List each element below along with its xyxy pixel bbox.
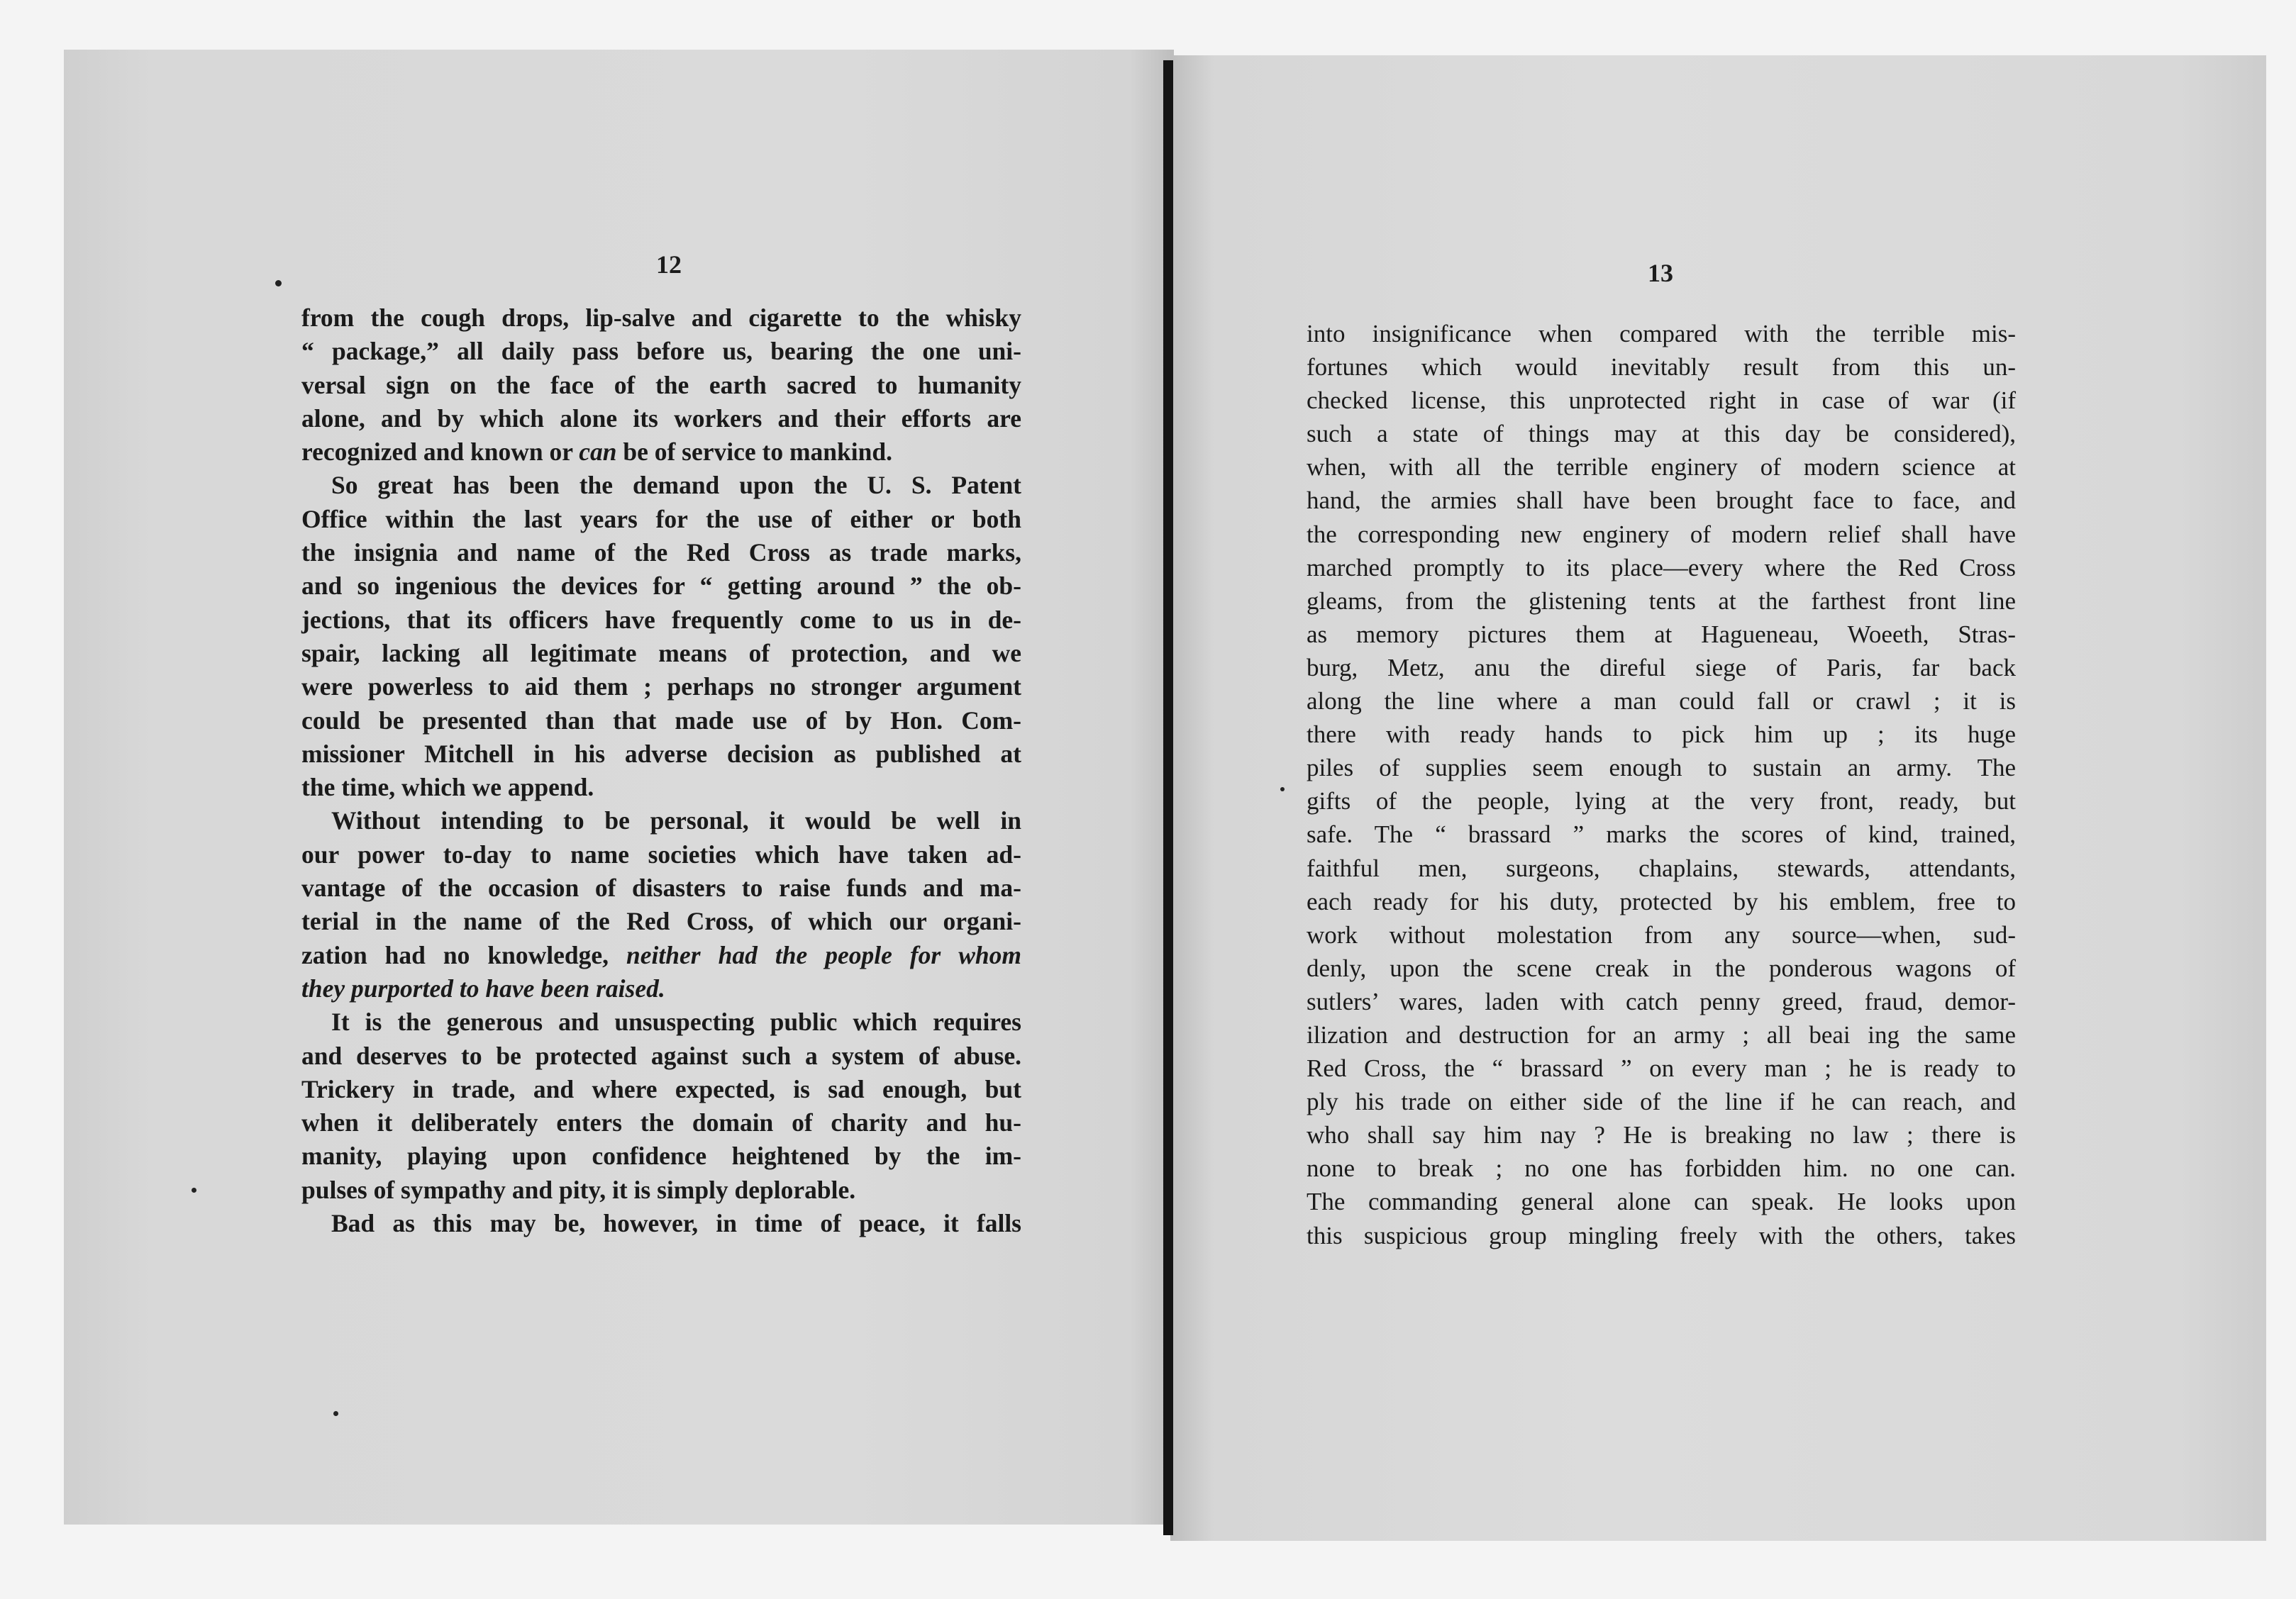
text-line: The commanding general alone can speak. He looks upon	[1307, 1188, 2016, 1216]
text-line: as memory pictures them at Hagueneau, Woeeth, Stras-	[1307, 620, 2016, 648]
text-line: Without intending to be personal, it would be well in	[331, 806, 1021, 835]
text-line: when it deliberately enters the domain of charity and hu-	[301, 1108, 1021, 1137]
text-line: hand, the armies shall have been brought face to face, and	[1307, 486, 2016, 515]
text-line: from the cough drops, lip-salve and cigarette to the whisky	[301, 303, 1021, 332]
text-line: who shall say him nay ? He is breaking no law ; there is	[1307, 1121, 2016, 1149]
text-line: denly, upon the scene creak in the ponderous wagons of	[1307, 954, 2016, 982]
text-line: Office within the last years for the use of either or both	[301, 504, 1021, 533]
print-speck	[1280, 787, 1285, 791]
text-line: were powerless to aid them ; perhaps no stronger argument	[301, 672, 1021, 701]
text-line	[301, 972, 1021, 1005]
text-line: Bad as this may be, however, in time of peace, it falls	[331, 1209, 1021, 1238]
text-line: missioner Mitchell in his adverse decision as published at	[301, 739, 1021, 768]
text-line: marched promptly to its place—every where the Red Cross	[1307, 553, 2016, 581]
text-line: gleams, from the glistening tents at the farthest front line	[1307, 586, 2016, 615]
text-line: piles of supplies seem enough to sustain an army. The	[1307, 754, 2016, 782]
text-line	[301, 939, 1021, 972]
text-line: spair, lacking all legitimate means of protection, and we	[301, 638, 1021, 667]
italic-text-fragment: neither had the people for whom	[626, 940, 1021, 969]
text-line: pulses of sympathy and pity, it is simply deplorable.	[301, 1175, 856, 1204]
text-line: sutlers’ wares, laden with catch penny greed, fraud, demor-	[1307, 987, 2016, 1015]
text-line: checked license, this unprotected right in case of war (if	[1307, 386, 2016, 415]
left-page-text	[301, 301, 1021, 1240]
text-line: jections, that its officers have frequently come to us in de-	[301, 605, 1021, 634]
text-line: and so ingenious the devices for “ getting around ” the ob-	[301, 572, 1021, 601]
text-line: there with ready hands to pick him up ; its huge	[1307, 720, 2016, 749]
text-line: ply his trade on either side of the line if he can reach, and	[1307, 1088, 2016, 1116]
text-line: the corresponding new enginery of modern relief shall have	[1307, 520, 2016, 548]
print-speck	[275, 280, 282, 286]
text-line: gifts of the people, lying at the very front, ready, but	[1307, 787, 2016, 815]
text-line: It is the generous and unsuspecting public which requires	[331, 1008, 1021, 1037]
text-line: fortunes which would inevitably result from this un-	[1307, 353, 2016, 381]
text-line: burg, Metz, anu the direful siege of Paris, far back	[1307, 653, 2016, 681]
text-line: along the line where a man could fall or crawl ; it is	[1307, 687, 2016, 715]
text-line: alone, and by which alone its workers and their efforts are	[301, 403, 1021, 433]
text-line: and deserves to be protected against such a system of abuse.	[301, 1041, 1021, 1070]
text-line: when, with all the terrible enginery of modern science at	[1307, 453, 2016, 481]
text-line: terial in the name of the Red Cross, of which our organi-	[301, 907, 1021, 936]
text-line: this suspicious group mingling freely with the others, takes	[1307, 1221, 2016, 1249]
text-line: manity, playing upon confidence heightened by the im-	[301, 1142, 1021, 1171]
text-fragment: zation had no knowledge,	[301, 940, 627, 969]
text-fragment: recognized and known or	[301, 438, 579, 467]
text-line: So great has been the demand upon the U. S. Patent	[331, 471, 1021, 500]
text-line: ilization and destruction for an army ; all beai ing the same	[1307, 1020, 2016, 1049]
right-page-number: 13	[1648, 259, 1673, 287]
text-line: none to break ; no one has forbidden him. no one can.	[1307, 1154, 2016, 1183]
book-gutter	[1163, 60, 1173, 1535]
text-line: the time, which we append.	[301, 773, 594, 802]
text-line: “ package,” all daily pass before us, bearing the one uni-	[301, 337, 1021, 366]
print-speck	[192, 1188, 196, 1193]
text-line: Red Cross, the “ brassard ” on every man ; he is ready to	[1307, 1054, 2016, 1083]
italic-text-fragment: can	[579, 438, 617, 467]
text-line: safe. The “ brassard ” marks the scores of kind, trained,	[1307, 820, 2016, 849]
text-line	[301, 435, 1021, 469]
text-line: the insignia and name of the Red Cross as trade marks,	[301, 538, 1021, 567]
text-line: Trickery in trade, and where expected, is sad enough, but	[301, 1074, 1021, 1103]
text-line: versal sign on the face of the earth sacred to humanity	[301, 370, 1021, 399]
text-line: faithful men, surgeons, chaplains, stewards, attendants,	[1307, 854, 2016, 882]
italic-text-fragment: they purported to have been raised.	[301, 974, 665, 1003]
print-speck	[333, 1411, 338, 1416]
text-line: vantage of the occasion of disasters to raise funds and ma-	[301, 874, 1021, 903]
text-line: work without molestation from any source—when, sud-	[1307, 920, 2016, 949]
text-line: such a state of things may at this day be considered),	[1307, 420, 2016, 448]
text-line: could be presented than that made use of by Hon. Com-	[301, 706, 1021, 735]
right-page-text	[1307, 317, 2016, 1252]
text-line: into insignificance when compared with the terrible mis-	[1307, 320, 2016, 347]
text-fragment: be of service to mankind.	[616, 438, 892, 467]
text-line: each ready for his duty, protected by his emblem, free to	[1307, 887, 2016, 915]
left-page-number: 12	[656, 250, 682, 279]
text-line: our power to-day to name societies which have taken ad-	[301, 840, 1021, 869]
